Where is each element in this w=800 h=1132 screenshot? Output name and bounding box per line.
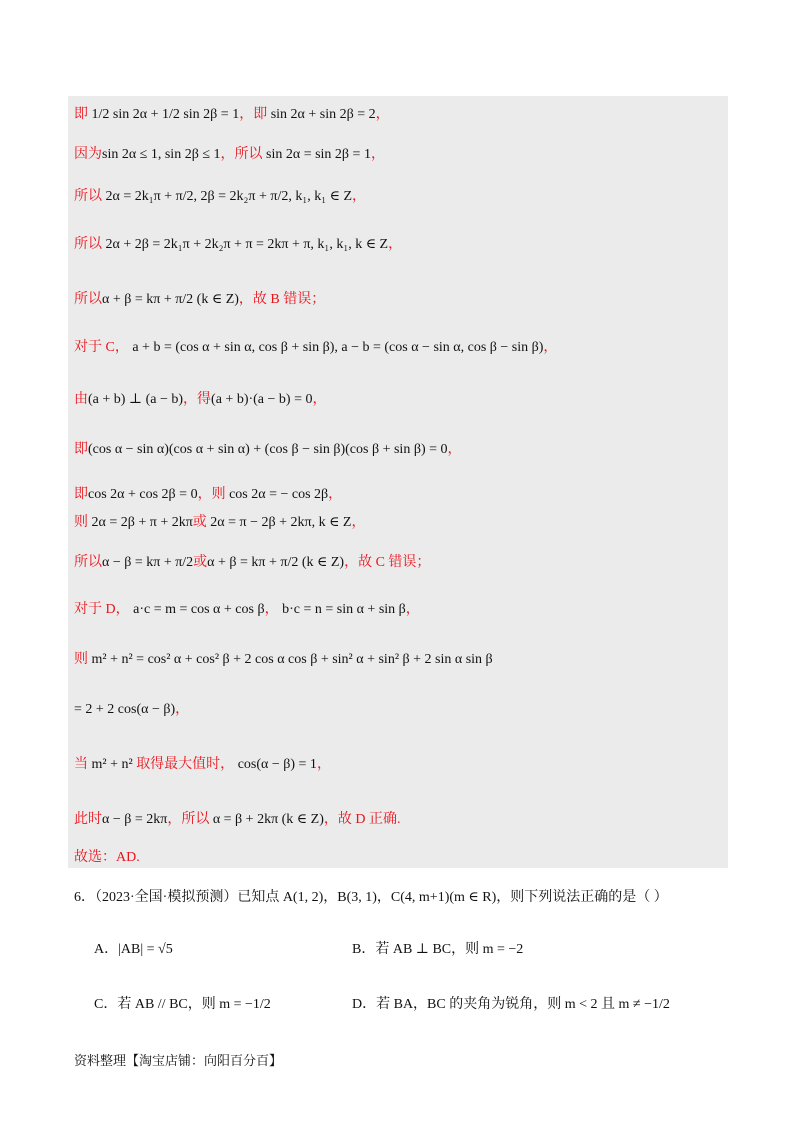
math-expression: (a + b) ⊥ (a − b)	[88, 392, 184, 407]
solution-text: ，	[351, 515, 366, 530]
solution-text: ，	[316, 757, 331, 772]
math-expression: cos 2α + cos 2β = 0	[88, 487, 198, 502]
solution-line	[74, 810, 401, 830]
solution-text: 此时	[74, 812, 102, 827]
solution-line	[74, 755, 331, 775]
solution-line	[74, 513, 365, 533]
solution-text: 对于 C，	[74, 340, 129, 355]
math-expression: 2α = π − 2β + 2kπ, k ∈ Z	[206, 515, 352, 530]
math-expression: α + β = kπ + π/2 (k ∈ Z)	[102, 292, 239, 307]
solution-text: 或	[193, 555, 208, 570]
solution-text: ，	[405, 602, 420, 617]
solution-line	[74, 440, 462, 460]
solution-panel	[68, 96, 728, 868]
solution-text: ，	[352, 189, 367, 204]
footer-text: 资料整理【淘宝店铺：向阳百分百】	[74, 1054, 283, 1069]
math-expression: = 2 + 2 cos(α − β)	[74, 702, 176, 717]
solution-text: 即	[74, 107, 88, 122]
math-expression: sin 2α + sin 2β = 2	[267, 107, 376, 122]
solution-line	[74, 290, 325, 310]
math-expression: α = β + 2kπ (k ∈ Z)	[209, 812, 324, 827]
question-stem: 6．（2023·全国·模拟预测）已知点 A(1, 2)，B(3, 1)，C(4, m+1)(m ∈ R)，则下列说法正确的是（ ）	[74, 890, 668, 905]
solution-text: ，故 C 错误；	[344, 555, 431, 570]
solution-text: ，故 D 正确.	[323, 812, 401, 827]
math-expression: 1/2 sin 2α + 1/2 sin 2β = 1	[88, 107, 240, 122]
solution-text: 所以	[74, 555, 102, 570]
solution-text: 即	[74, 442, 88, 457]
solution-text: 取得最大值时，	[136, 757, 235, 772]
solution-text: 当	[74, 757, 88, 772]
solution-line	[74, 187, 366, 207]
solution-text: ，	[370, 147, 385, 162]
math-expression: α − β = 2kπ	[102, 812, 168, 827]
solution-line	[74, 485, 342, 505]
solution-text: 即	[74, 487, 88, 502]
solution-line	[74, 390, 326, 410]
math-expression: (a + b)·(a − b) = 0	[211, 392, 313, 407]
solution-line	[74, 338, 557, 358]
solution-text: 或	[192, 515, 207, 530]
math-expression: b·c = n = sin α + sin β	[278, 602, 406, 617]
solution-line	[74, 553, 430, 573]
solution-line	[74, 848, 140, 868]
solution-text: 所以	[74, 189, 102, 204]
solution-line	[74, 650, 493, 670]
solution-text: ，	[328, 487, 343, 502]
math-expression: cos 2α = − cos 2β	[225, 487, 329, 502]
math-expression: a + b = (cos α + sin α, cos β + sin β), a − b = (cos α − sin α, cos β − sin β)	[128, 340, 544, 355]
solution-text: ，	[175, 702, 190, 717]
solution-text: ，	[264, 602, 279, 617]
math-expression: 2α + 2β = 2k₁π + 2k₂π + π = 2kπ + π, k₁, k₁, k ∈ Z	[102, 237, 389, 252]
solution-text: 故选：AD.	[74, 850, 140, 865]
solution-text: 对于 D，	[74, 602, 130, 617]
solution-text: ，	[543, 340, 558, 355]
solution-text: ，即	[239, 107, 268, 122]
math-expression: m² + n²	[88, 757, 137, 772]
solution-text: ，	[375, 107, 390, 122]
math-expression: sin 2α ≤ 1, sin 2β ≤ 1	[102, 147, 221, 162]
solution-text: ，	[388, 237, 403, 252]
solution-text: 由	[74, 392, 88, 407]
solution-text: 则	[74, 652, 88, 667]
solution-text: ，所以	[167, 812, 210, 827]
option-a: A．|AB| = √5	[94, 942, 173, 957]
option-c: C．若 AB // BC，则 m = −1/2	[94, 997, 271, 1012]
solution-line	[74, 600, 420, 620]
math-expression: m² + n² = cos² α + cos² β + 2 cos α cos β + sin² α + sin² β + 2 sin α sin β	[88, 652, 493, 667]
solution-text: ，则	[197, 487, 226, 502]
solution-line	[74, 105, 390, 125]
math-expression: sin 2α = sin 2β = 1	[262, 147, 371, 162]
option-d: D．若 BA，BC 的夹角为锐角，则 m < 2 且 m ≠ −1/2	[352, 997, 670, 1012]
solution-line	[74, 700, 189, 720]
solution-line	[74, 145, 385, 165]
math-expression: α + β = kπ + π/2 (k ∈ Z)	[207, 555, 345, 570]
math-expression: 2α = 2β + π + 2kπ	[88, 515, 193, 530]
math-expression: cos(α − β) = 1	[234, 757, 317, 772]
math-expression: 2α = 2k₁π + π/2, 2β = 2k₂π + π/2, k₁, k₁ ∈ Z	[102, 189, 353, 204]
solution-text: ，	[312, 392, 327, 407]
solution-text: 因为	[74, 147, 102, 162]
solution-line	[74, 235, 402, 255]
solution-text: ，所以	[220, 147, 263, 162]
solution-text: 所以	[74, 237, 102, 252]
option-b: B．若 AB ⊥ BC，则 m = −2	[352, 942, 524, 957]
math-expression: α − β = kπ + π/2	[102, 555, 194, 570]
solution-text: ，	[447, 442, 462, 457]
solution-text: 则	[74, 515, 88, 530]
math-expression: (cos α − sin α)(cos α + sin α) + (cos β − sin β)(cos β + sin β) = 0	[88, 442, 448, 457]
math-expression: a·c = m = cos α + cos β	[129, 602, 265, 617]
solution-text: 所以	[74, 292, 102, 307]
solution-text: ，故 B 错误；	[238, 292, 326, 307]
solution-text: ，得	[183, 392, 212, 407]
